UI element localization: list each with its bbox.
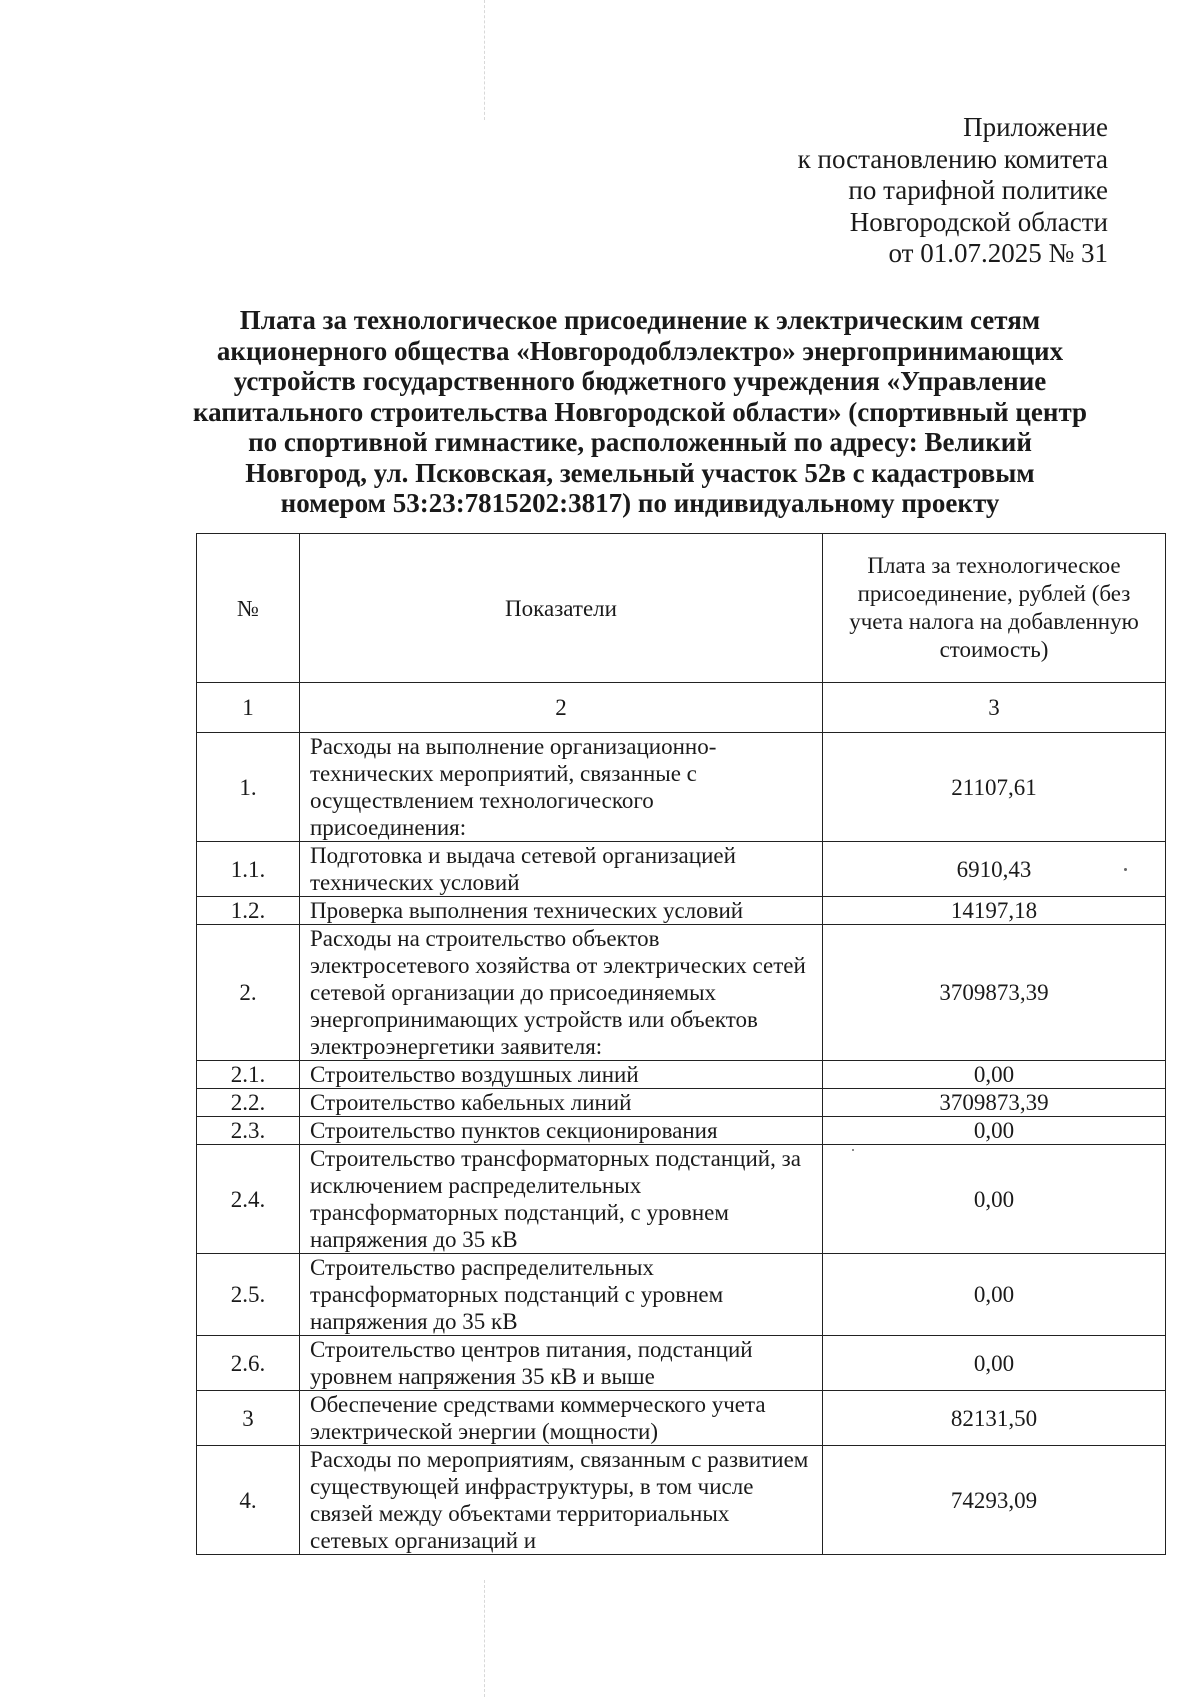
header-fee: Плата за технологическое присоединение, рублей (без учета налога на добавленную стоимость) <box>823 534 1166 683</box>
row-indicator: Расходы по мероприятиям, связанным с развитием существующей инфраструктуры, в том числе связей между объектами территориальных сетевых организаций и <box>300 1446 823 1555</box>
table-row <box>197 897 1166 925</box>
row-fee: 3709873,39 <box>823 925 1166 1061</box>
row-fee: 82131,50 <box>823 1391 1166 1446</box>
table-row <box>197 1254 1166 1336</box>
row-fee: 6910,43 <box>823 842 1166 897</box>
header-number: № <box>197 534 300 683</box>
header-indicator: Показатели <box>300 534 823 683</box>
appendix-date-number: от 01.07.2025 № 31 <box>888 238 1108 268</box>
scan-fold-mark-bottom <box>484 1580 486 1697</box>
row-number: 4. <box>197 1446 300 1555</box>
row-fee: 0,00 <box>823 1145 1166 1254</box>
column-number: 3 <box>823 683 1166 733</box>
column-numbering-row <box>197 683 1166 733</box>
row-fee: 21107,61 <box>823 733 1166 842</box>
row-indicator: Расходы на строительство объектов электросетевого хозяйства от электрических сетей сетевой организации до присоединяемых энергопринимающих устройств или объектов электроэнергетики заявителя: <box>300 925 823 1061</box>
appendix-line: Новгородской области <box>849 206 1108 237</box>
row-number: 2.4. <box>197 1145 300 1254</box>
row-indicator: Расходы на выполнение организационно-технических мероприятий, связанные с осуществлением технологического присоединения: <box>300 733 823 842</box>
table-row <box>197 733 1166 842</box>
column-number: 2 <box>300 683 823 733</box>
title-line: устройств государственного бюджетного учреждения «Управление <box>233 366 1047 396</box>
row-number: 2.3. <box>197 1117 300 1145</box>
appendix-line: к постановлению комитета <box>797 143 1108 174</box>
appendix-line: Приложение <box>963 112 1108 142</box>
row-indicator: Строительство трансформаторных подстанций, за исключением распределительных трансформаторных подстанций, с уровнем напряжения до 35 кВ <box>300 1145 823 1254</box>
row-indicator: Подготовка и выдача сетевой организацией технических условий <box>300 842 823 897</box>
row-indicator: Строительство кабельных линий <box>300 1089 823 1117</box>
row-number: 2.6. <box>197 1336 300 1391</box>
column-number: 1 <box>197 683 300 733</box>
title-line: Новгород, ул. Псковская, земельный участок 52в с кадастровым <box>245 457 1035 488</box>
table-header-row <box>197 534 1166 683</box>
row-indicator: Строительство пунктов секционирования <box>300 1117 823 1145</box>
row-indicator: Строительство воздушных линий <box>300 1061 823 1089</box>
appendix-block <box>798 112 1108 270</box>
appendix-line: по тарифной политике <box>848 175 1108 205</box>
row-indicator: Строительство распределительных трансформаторных подстанций с уровнем напряжения до 35 кВ <box>300 1254 823 1336</box>
title-line: Плата за технологическое присоединение к электрическим сетям <box>239 305 1041 335</box>
row-fee: 0,00 <box>823 1117 1166 1145</box>
document-title <box>140 305 1140 519</box>
row-fee: 0,00 <box>823 1336 1166 1391</box>
row-fee: 74293,09 <box>823 1446 1166 1555</box>
title-line: капитального строительства Новгородской области» (спортивный центр <box>192 396 1088 427</box>
row-number: 1.2. <box>197 897 300 925</box>
row-number: 1. <box>197 733 300 842</box>
table-row <box>197 925 1166 1061</box>
row-number: 2.5. <box>197 1254 300 1336</box>
table-row <box>197 1117 1166 1145</box>
row-indicator: Проверка выполнения технических условий <box>300 897 823 925</box>
row-indicator: Строительство центров питания, подстанций уровнем напряжения 35 кВ и выше <box>300 1336 823 1391</box>
table-row <box>197 1446 1166 1555</box>
table-row <box>197 1089 1166 1117</box>
row-indicator: Обеспечение средствами коммерческого учета электрической энергии (мощности) <box>300 1391 823 1446</box>
row-fee: 0,00 <box>823 1061 1166 1089</box>
row-number: 2. <box>197 925 300 1061</box>
title-line: акционерного общества «Новгородоблэлектро» энергопринимающих <box>216 335 1064 366</box>
scan-fold-mark-top <box>484 0 486 120</box>
table-row <box>197 842 1166 897</box>
table-row <box>197 1061 1166 1089</box>
row-number: 2.2. <box>197 1089 300 1117</box>
row-number: 3 <box>197 1391 300 1446</box>
row-fee: 3709873,39 <box>823 1089 1166 1117</box>
table-row <box>197 1336 1166 1391</box>
table-row <box>197 1391 1166 1446</box>
title-line: по спортивной гимнастике, расположенный по адресу: Великий <box>248 427 1032 457</box>
row-fee: 0,00 <box>823 1254 1166 1336</box>
tariff-table <box>196 533 1166 1555</box>
row-number: 2.1. <box>197 1061 300 1089</box>
table-row <box>197 1145 1166 1254</box>
row-number: 1.1. <box>197 842 300 897</box>
row-fee: 14197,18 <box>823 897 1166 925</box>
title-line: номером 53:23:7815202:3817) по индивидуальному проекту <box>280 488 1000 518</box>
